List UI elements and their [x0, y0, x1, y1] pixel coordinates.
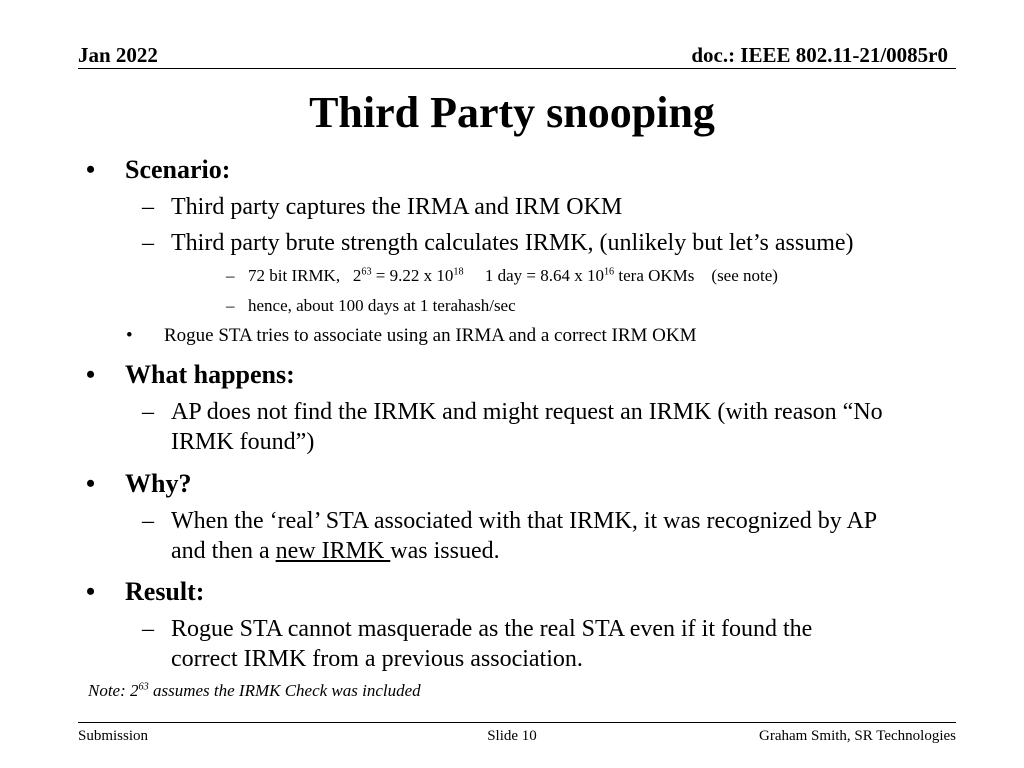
slide-title: Third Party snooping — [309, 88, 715, 137]
bullet-icon: • — [86, 469, 96, 498]
dash-icon: – — [226, 266, 235, 285]
calc-part-3: 1 day = 8.64 x 10 — [484, 266, 604, 285]
header-rule — [78, 68, 956, 69]
calc-part-4: tera OKMs — [618, 266, 695, 285]
dash-icon: – — [142, 194, 154, 220]
bullet-icon: • — [86, 155, 96, 184]
calc-line — [248, 266, 778, 286]
why-line-2 — [171, 538, 500, 565]
footer-author: Graham Smith, SR Technologies — [759, 728, 956, 744]
bullet-icon: • — [126, 325, 133, 346]
note-suffix: assumes the IRMK Check was included — [148, 681, 421, 700]
scenario-item-1: Third party captures the IRMA and IRM OKM — [171, 194, 623, 220]
why-line-1: When the ‘real’ STA associated with that IRMK, it was recognized by AP — [171, 508, 878, 534]
rogue-sta-item: Rogue STA tries to associate using an IRMA and a correct IRM OKM — [164, 325, 697, 346]
calc-exp-1: 63 — [361, 266, 372, 278]
calc-exp-3: 16 — [603, 266, 615, 278]
calc-exp-2: 18 — [453, 266, 464, 278]
dash-icon: – — [142, 508, 154, 534]
calc-part-1: 72 bit IRMK, — [248, 266, 341, 285]
result-line-1: Rogue STA cannot masquerade as the real STA even if it found the — [171, 616, 813, 642]
happens-line-1: AP does not find the IRMK and might request an IRMK (with reason “No — [171, 399, 883, 425]
scenario-item-2: Third party brute strength calculates IRMK, (unlikely but let’s assume) — [171, 230, 854, 256]
happens-line-2: IRMK found”) — [171, 429, 315, 455]
dash-icon: – — [142, 399, 154, 425]
note-prefix: Note: 2 — [88, 681, 139, 700]
new-irmk-underlined: new IRMK — [275, 538, 391, 564]
note-exp: 63 — [138, 681, 149, 693]
dash-icon: – — [142, 616, 154, 642]
footer-rule — [78, 722, 956, 723]
bullet-why: Why? — [125, 469, 192, 498]
result-line-2: correct IRMK from a previous association. — [171, 646, 583, 672]
bullet-scenario: Scenario: — [125, 155, 231, 184]
bullet-result: Result: — [125, 577, 205, 606]
header-date: Jan 2022 — [78, 43, 158, 67]
footer-submission: Submission — [78, 728, 149, 744]
why-line-2a: and then a — [171, 538, 276, 564]
footer-slide-number: Slide 10 — [487, 728, 537, 744]
calc-part-5: (see note) — [711, 266, 778, 285]
bullet-icon: • — [86, 360, 96, 389]
header-doc-id: doc.: IEEE 802.11-21/0085r0 — [691, 43, 948, 67]
footnote — [88, 681, 421, 701]
calc-part-2: = 9.22 x 10 — [375, 266, 454, 285]
bullet-icon: • — [86, 577, 96, 606]
calc-base: 2 — [352, 266, 362, 285]
bullet-what-happens: What happens: — [125, 360, 295, 389]
scenario-item-4: hence, about 100 days at 1 terahash/sec — [248, 296, 516, 315]
why-line-2c: was issued. — [390, 538, 500, 564]
dash-icon: – — [142, 230, 154, 256]
dash-icon: – — [226, 296, 235, 315]
